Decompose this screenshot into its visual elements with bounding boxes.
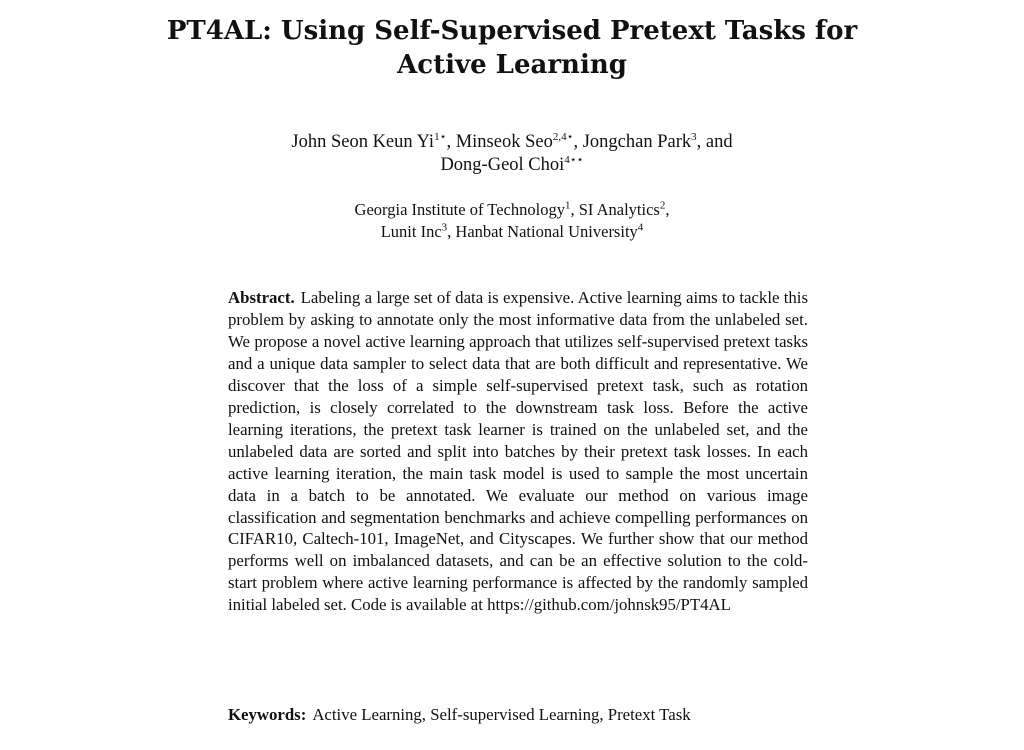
keywords-label: Keywords:: [228, 705, 307, 724]
affiliation-name: Lunit Inc: [380, 222, 442, 241]
author-separator: ,: [573, 132, 583, 152]
affiliation-separator: ,: [447, 222, 456, 241]
affiliation-marker: 4: [637, 221, 644, 234]
affiliation-separator: ,: [665, 200, 670, 219]
author-name: Jongchan Park: [582, 132, 692, 152]
author-marker: 4⋆⋆: [564, 153, 584, 166]
author-name: John Seon Keun Yi: [291, 132, 435, 152]
affiliation-name: Georgia Institute of Technology: [354, 200, 565, 219]
paper-title: [120, 14, 904, 82]
author-separator: , and: [696, 132, 733, 152]
author-list: [180, 131, 844, 177]
affiliation-list: [180, 199, 844, 243]
author-marker: 3: [691, 130, 697, 143]
affiliation-name: Hanbat National University: [455, 222, 638, 241]
affiliation-marker: 3: [441, 221, 448, 234]
affiliation-marker: 1: [564, 199, 571, 212]
author-separator: ,: [446, 132, 456, 152]
affiliation-marker: 2: [659, 199, 666, 212]
author-name: Minseok Seo: [455, 132, 553, 152]
paper-title-line-2: Active Learning: [397, 50, 627, 80]
keywords-body: Active Learning, Self-supervised Learning, Pretext Task: [312, 705, 691, 724]
abstract-label: Abstract.: [228, 288, 295, 307]
affiliation-name: SI Analytics: [578, 200, 660, 219]
author-name: Dong-Geol Choi: [440, 155, 565, 175]
abstract-body: Labeling a large set of data is expensive. Active learning aims to tackle this problem by asking to annotate only the most informative data from the unlabeled set. We propose a novel active learning approach that utilizes self-supervised pretext tasks and a unique data sampler to select data that are both difficult and representative. We discover that the loss of a simple self-supervised pretext task, such as rotation prediction, is closely correlated to the downstream task loss. Before the active learning iterations, the pretext task learner is trained on the unlabeled set, and the unlabeled data are sorted and split into batches by their pretext task losses. In each active learning iteration, the main task model is used to sample the most uncertain data in a batch to be annotated. We evaluate our method on various image classification and segmentation benchmarks and achieve compelling performances on CIFAR10, Caltech-101, ImageNet, and Cityscapes. We further show that our method performs well on imbalanced datasets, and can be an effective solution to the cold-start problem where active learning performance is affected by the randomly sampled initial labeled set. Code is available at https://github.com/johnsk95/PT4AL: [228, 288, 808, 615]
affiliation-separator: ,: [570, 200, 579, 219]
author-marker: 1⋆: [434, 130, 447, 143]
abstract: [228, 287, 808, 616]
paper-title-line-1: PT4AL: Using Self-Supervised Pretext Tasks for: [166, 16, 858, 46]
author-marker: 2,4⋆: [552, 130, 574, 143]
keywords: [228, 704, 808, 726]
